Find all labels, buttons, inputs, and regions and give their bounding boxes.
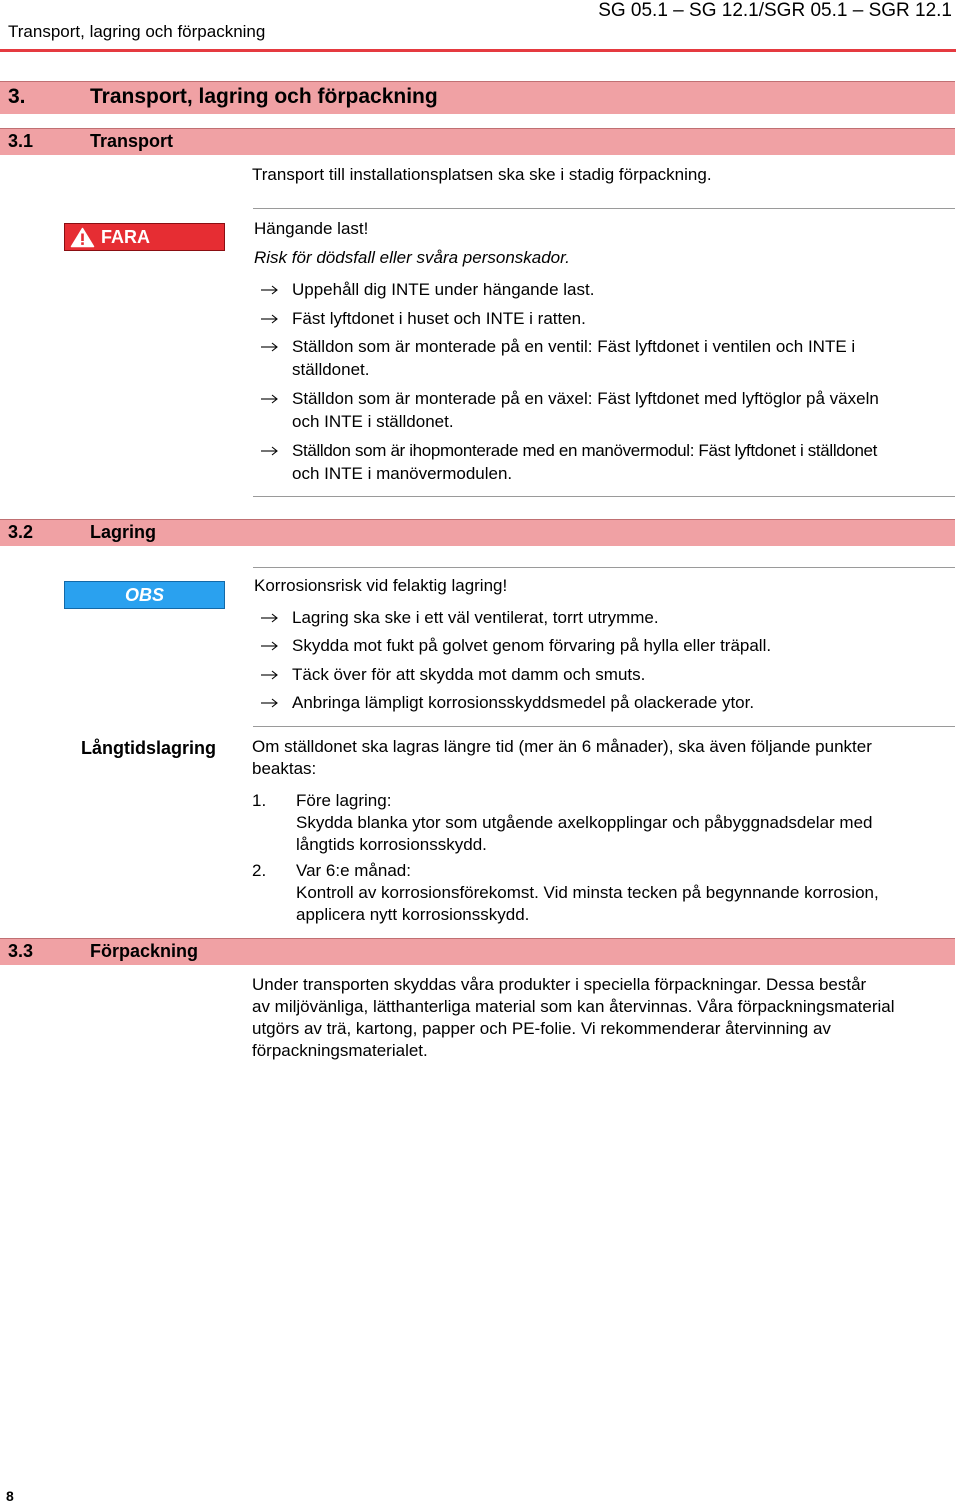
step-text-cont: långtids korrosionsskydd.	[296, 835, 487, 854]
section-3-3-heading	[0, 938, 955, 965]
list-item	[260, 439, 956, 487]
packaging-line: av miljövänliga, lätthanterliga material som kan återvinnas. Våra förpackningsmaterial	[252, 997, 895, 1016]
running-header-models: SG 05.1 – SG 12.1/SGR 05.1 – SGR 12.1	[598, 0, 952, 21]
section-3-heading	[0, 81, 955, 114]
section-number: 3.1	[8, 131, 34, 151]
step-title: Före lagring:	[296, 791, 392, 810]
arrow-right-icon	[260, 641, 280, 651]
list-item-text: Anbringa lämpligt korrosionsskyddsmedel på olackerade ytor.	[292, 693, 755, 712]
section-number: 3.2	[8, 522, 34, 542]
section-3-2-heading	[0, 519, 955, 546]
page-number: 8	[6, 1488, 14, 1504]
danger-label: FARA	[101, 227, 150, 247]
arrow-right-icon	[260, 285, 280, 295]
section-title: Lagring	[90, 522, 156, 542]
list-item	[260, 387, 956, 435]
packaging-line: Under transporten skyddas våra produkter i speciella förpackningar. Dessa består	[252, 975, 867, 994]
step-text: Kontroll av korrosionsförekomst. Vid minsta tecken på begynnande korrosion,	[296, 883, 879, 902]
warning-bottom-rule	[253, 496, 955, 497]
list-item-text: Fäst lyftdonet i huset och INTE i ratten.	[292, 309, 586, 328]
warning-subtitle: Risk för dödsfall eller svåra personskador.	[254, 248, 570, 267]
list-item-text: Lagring ska ske i ett väl ventilerat, torrt utrymme.	[292, 608, 659, 627]
arrow-right-icon	[260, 698, 280, 708]
notice-label: OBS	[124, 585, 164, 605]
list-item	[260, 691, 956, 715]
packaging-line: utgörs av trä, kartong, papper och PE-folie. Vi rekommenderar återvinning av	[252, 1019, 831, 1038]
warning-title: Hängande last!	[254, 219, 369, 238]
step-text-cont: applicera nytt korrosionsskydd.	[296, 905, 530, 924]
ordered-step	[252, 860, 956, 926]
running-header-title: Transport, lagring och förpackning	[8, 22, 266, 41]
list-item-text-cont: ställdonet.	[292, 360, 370, 379]
section-title: Transport, lagring och förpackning	[90, 85, 438, 108]
warning-top-rule	[253, 208, 955, 209]
step-title: Var 6:e månad:	[296, 861, 411, 880]
packaging-line: förpackningsmaterialet.	[252, 1041, 428, 1060]
transport-text: Transport till installationsplatsen ska ske i stadig förpackning.	[252, 165, 712, 184]
list-item	[260, 606, 956, 630]
list-item-text: Skydda mot fukt på golvet genom förvaring på hylla eller träpall.	[292, 636, 772, 655]
arrow-right-icon	[260, 446, 280, 456]
long-term-intro-line: beaktas:	[252, 759, 317, 778]
section-title: Förpackning	[90, 941, 199, 961]
notice-badge	[64, 581, 225, 609]
section-number: 3.3	[8, 941, 34, 961]
notice-top-rule	[253, 567, 955, 568]
list-item-text: Uppehåll dig INTE under hängande last.	[292, 280, 595, 299]
list-item	[260, 278, 956, 302]
arrow-right-icon	[260, 670, 280, 680]
warning-triangle-icon	[70, 227, 95, 248]
notice-title: Korrosionsrisk vid felaktig lagring!	[254, 576, 508, 595]
notice-bottom-rule	[253, 726, 955, 727]
list-item-text: Ställdon som är monterade på en ventil: Fäst lyftdonet i ventilen och INTE i	[292, 337, 856, 356]
section-title: Transport	[90, 131, 174, 151]
arrow-right-icon	[260, 394, 280, 404]
arrow-right-icon	[260, 314, 280, 324]
list-item-text: Ställdon som är monterade på en växel: Fäst lyftdonet med lyftöglor på växeln	[292, 389, 879, 408]
long-term-intro-line: Om ställdonet ska lagras längre tid (mer än 6 månader), ska även följande punkter	[252, 737, 872, 756]
step-text: Skydda blanka ytor som utgående axelkopplingar och påbyggnadsdelar med	[296, 813, 873, 832]
list-item	[260, 634, 956, 658]
header-rule	[0, 49, 956, 52]
list-item-text-cont: och INTE i manövermodulen.	[292, 464, 513, 483]
danger-badge	[64, 223, 225, 251]
list-item-text: Ställdon som är ihopmonterade med en manövermodul: Fäst lyftdonet i ställdonet	[292, 441, 878, 460]
long-term-storage-label: Långtidslagring	[81, 738, 216, 758]
packaging-text	[252, 974, 956, 1062]
arrow-right-icon	[260, 342, 280, 352]
section-3-1-heading	[0, 128, 955, 155]
long-term-intro	[252, 736, 956, 780]
ordered-step	[252, 790, 956, 856]
list-item	[260, 663, 956, 687]
step-number: 2.	[252, 861, 267, 880]
arrow-right-icon	[260, 613, 280, 623]
list-item-text: Täck över för att skydda mot damm och smuts.	[292, 665, 646, 684]
section-number: 3.	[8, 85, 26, 108]
step-number: 1.	[252, 791, 267, 810]
list-item	[260, 335, 956, 383]
list-item	[260, 307, 956, 331]
list-item-text-cont: och INTE i ställdonet.	[292, 412, 454, 431]
